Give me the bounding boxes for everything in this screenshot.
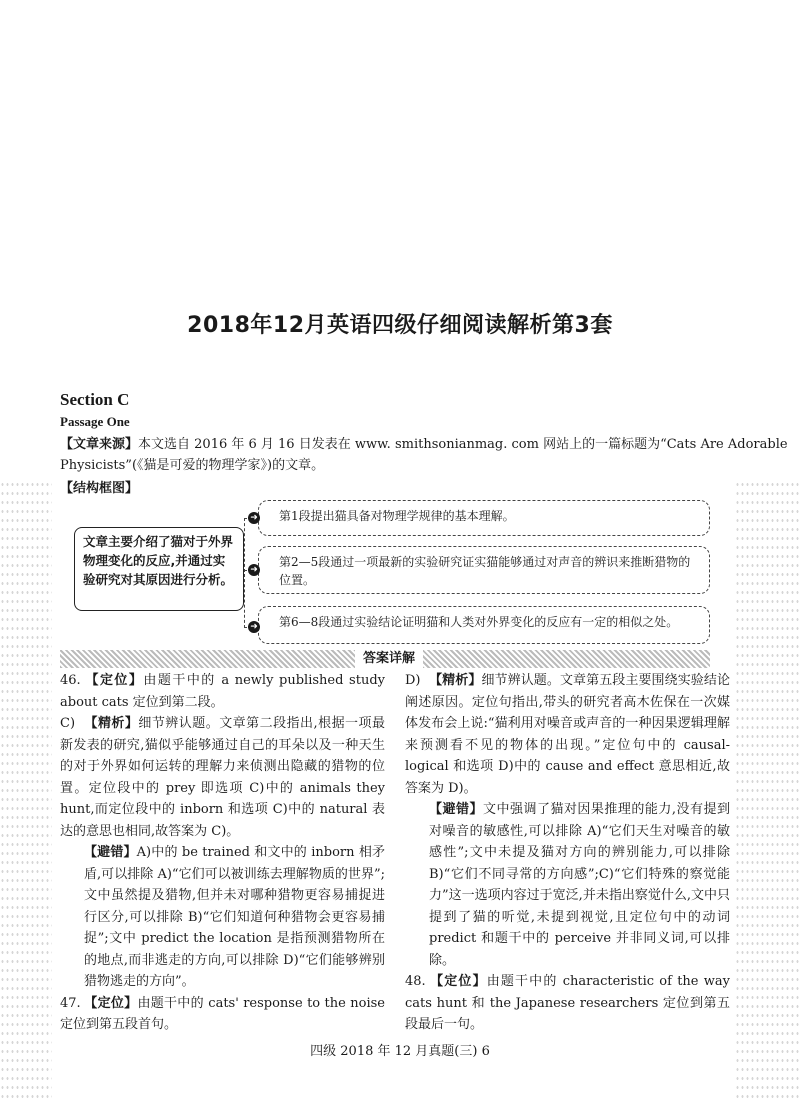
- section-heading: Section C: [60, 390, 130, 409]
- q46-analysis-text: 细节辨认题。文章第二段指出,根据一项最新发表的研究,猫似乎能够通过自己的耳朵以及一种天生的对于外界如何运转的理解力来侦测出隐藏的猎物的位置。定位段中的 prey 即选项 C)中的 animals they hunt,而定位段中的 inborn 和选项 C)中的 natural 表达的意思也相同,故答案为 C)。: [60, 716, 385, 839]
- arrow-right-icon: ➜: [248, 621, 260, 633]
- q47-number: 47.: [60, 995, 81, 1011]
- q46-avoid-text: A)中的 be trained 和文中的 inborn 相矛盾,可以排除 A)“它们可以被训练去理解物质的世界”;文中虽然提及猎物,但并未对哪种猎物更容易捕捉进行区分,可以排除 B)“它们知道何种猎物会更容易捕捉”;文中 predict the location 是指预测猎物所在的地点,而非逃走的方向,可以排除 D)“它们能够辨别猎物逃走的方向”。: [84, 845, 385, 989]
- q46-avoid: [60, 842, 385, 993]
- q47-locate-tag: 【定位】: [84, 995, 138, 1011]
- answer-section-title: 答案详解: [355, 648, 423, 670]
- q47-locate-text: 由题干中的 cats' response to the noise 定位到第五段首句。: [60, 995, 385, 1032]
- diagram-summary-box: 文章主要介绍了猫对于外界物理变化的反应,并通过实验研究对其原因进行分析。: [74, 527, 244, 611]
- q46-analysis: [60, 713, 385, 842]
- structure-label: 【结构框图】: [60, 481, 139, 496]
- q48-locate: [405, 971, 730, 1036]
- diagram-connector-vertical: [244, 518, 245, 628]
- q47-avoid-text: 文中强调了猫对因果推理的能力,没有提到对噪音的敏感性,可以排除 A)“它们天生对噪音的敏感性”;文中未提及猫对方向的辨别能力,可以排除 B)“它们不同寻常的方向感”;C)“它们特殊的察觉能力”这一选项内容过于宽泛,并未指出察觉什么,文中只提到了猫的听觉,未提到视觉,且定位句中的动词 predict 和题干中的 perceive 并非同义词,可以排除。: [429, 802, 730, 968]
- q47-avoid: [405, 799, 730, 971]
- article-source: [60, 434, 790, 476]
- q48-number: 48.: [405, 974, 426, 989]
- answer-column-right: [405, 670, 730, 1036]
- q48-locate-text: 由题干中的 characteristic of the way cats hunt 和 the Japanese researchers 定位到第五段最后一句。: [405, 974, 730, 1032]
- q46-locate-text: 由题干中的 a newly published study about cats 定位到第二段。: [60, 673, 385, 710]
- q46-avoid-tag: 【避错】: [84, 845, 137, 860]
- diagram-branch-2-text: 第2—5段通过一项最新的实验研究证实猫能够通过对声音的辨识来推断猎物的位置。: [279, 555, 691, 587]
- q47-answer: D): [405, 673, 421, 688]
- arrow-right-icon: ➜: [248, 512, 260, 524]
- diagram-branch-1-text: 第1段提出猫具备对物理学规律的基本理解。: [279, 509, 515, 523]
- page-footer: 四级 2018 年 12 月真题(三) 6: [310, 1044, 490, 1059]
- q46-number: 46.: [60, 673, 81, 688]
- arrow-right-icon: ➜: [248, 564, 260, 576]
- background-noise-right: [735, 480, 800, 1100]
- passage-heading: Passage One: [60, 414, 130, 429]
- diagram-branch-2: [258, 546, 710, 594]
- q47-locate: [60, 993, 385, 1036]
- q48-locate-tag: 【定位】: [429, 974, 487, 989]
- q46-locate: [60, 670, 385, 713]
- diagram-branch-3: [258, 606, 710, 644]
- diagram-branch-1: [258, 500, 710, 536]
- source-tag: 【文章来源】: [60, 437, 139, 452]
- q47-analysis: [405, 670, 730, 799]
- answer-column-left: [60, 670, 385, 1036]
- q46-locate-tag: 【定位】: [84, 673, 144, 688]
- page-title: 2018年12月英语四级仔细阅读解析第3套: [187, 313, 613, 338]
- diagram-branch-3-text: 第6—8段通过实验结论证明猫和人类对外界变化的反应有一定的相似之处。: [279, 615, 679, 629]
- q47-analysis-text: 细节辨认题。文章第五段主要围绕实验结论阐述原因。定位句指出,带头的研究者高木佐保在一次媒体发布会上说:“猫利用对噪音或声音的一种因果逻辑理解来预测看不见的物体的出现。”定位句中的 causal-logical 和选项 D)中的 cause and effect 意思相近,故答案为 D)。: [405, 673, 730, 796]
- q47-avoid-tag: 【避错】: [429, 802, 483, 817]
- source-text: 本文选自 2016 年 6 月 16 日发表在 www. smithsonianmag. com 网站上的一篇标题为“Cats Are Adorable Physicists”(《猫是可爱的物理学家》)的文章。: [60, 437, 788, 473]
- q47-analysis-tag: 【精析】: [429, 673, 482, 688]
- background-noise-left: [0, 480, 52, 1100]
- q46-analysis-tag: 【精析】: [84, 716, 139, 731]
- q46-answer: C): [60, 716, 76, 731]
